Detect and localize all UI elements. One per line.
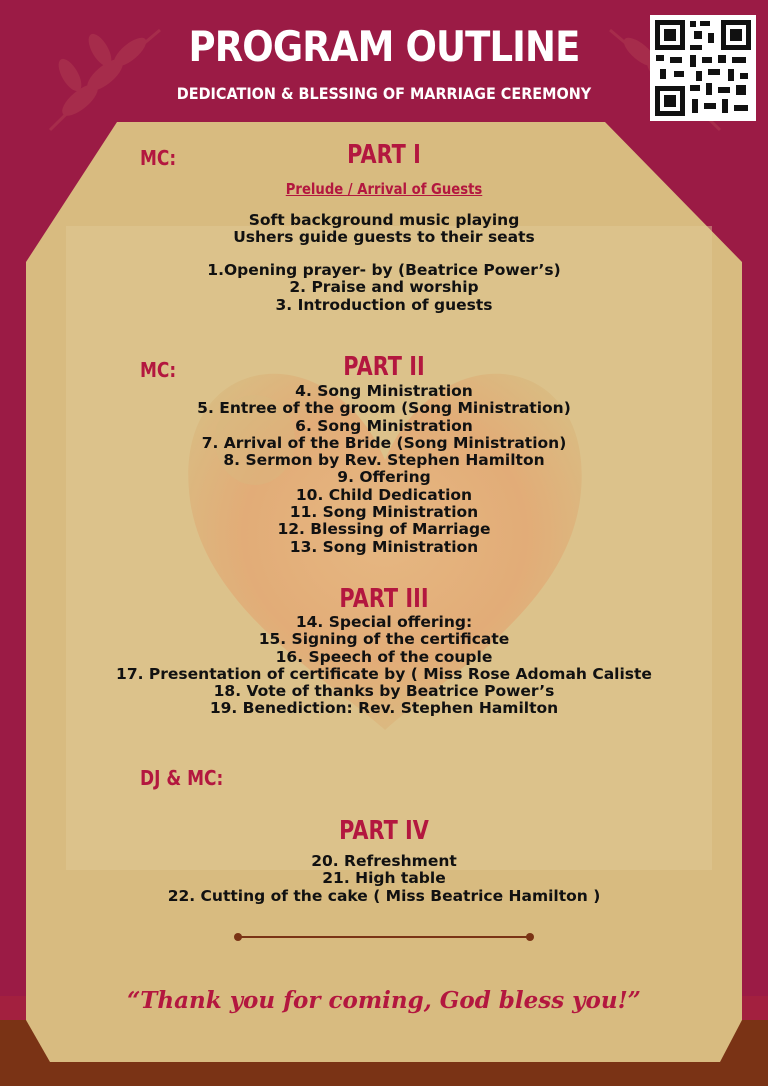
list-item: 2. Praise and worship xyxy=(289,278,479,297)
list-item: 9. Offering xyxy=(337,468,431,487)
thank-you-message: “Thank you for coming, God bless you!” xyxy=(127,987,641,1014)
part-title: PART IV xyxy=(339,816,429,846)
part-subtitle: Prelude / Arrival of Guests xyxy=(285,180,483,198)
list-item: 19. Benediction: Rev. Stephen Hamilton xyxy=(209,699,559,718)
list-item: 8. Sermon by Rev. Stephen Hamilton xyxy=(223,451,545,470)
program-list xyxy=(0,383,768,556)
list-item: 18. Vote of thanks by Beatrice Power’s xyxy=(213,682,555,701)
program-list xyxy=(0,853,768,905)
page-title: PROGRAM OUTLINE xyxy=(188,22,580,71)
list-item: 22. Cutting of the cake ( Miss Beatrice Hamilton ) xyxy=(167,886,601,905)
list-item: 5. Entree of the groom (Song Ministration) xyxy=(197,399,571,418)
intro-list xyxy=(0,212,768,247)
list-item: 4. Song Ministration xyxy=(295,382,473,400)
list-item: 3. Introduction of guests xyxy=(275,295,493,314)
part-title: PART III xyxy=(339,584,429,614)
list-item: Ushers guide guests to their seats xyxy=(233,228,535,247)
program-list xyxy=(0,614,768,718)
page-subtitle: DEDICATION & BLESSING OF MARRIAGE CEREMONY xyxy=(176,84,592,103)
mc-label: MC: xyxy=(140,146,177,170)
divider-line xyxy=(232,930,536,944)
list-item: 21. High table xyxy=(322,869,446,888)
part-title: PART I xyxy=(347,140,421,170)
mc-label: MC: xyxy=(140,358,177,382)
list-item: 16. Speech of the couple xyxy=(275,647,493,666)
list-item: 14. Special offering: xyxy=(295,613,473,631)
list-item: 6. Song Ministration xyxy=(295,416,473,435)
list-item: 10. Child Dedication xyxy=(295,485,473,504)
part-title: PART II xyxy=(343,352,425,382)
list-item: 11. Song Ministration xyxy=(289,503,479,522)
list-item: 20. Refreshment xyxy=(311,852,457,870)
list-item: 17. Presentation of certificate by ( Miss Rose Adomah Caliste xyxy=(116,664,652,683)
dj-mc-label: DJ & MC: xyxy=(140,766,224,790)
list-item: 12. Blessing of Marriage xyxy=(277,520,491,539)
program-list xyxy=(0,262,768,314)
list-item: 15. Signing of the certificate xyxy=(258,630,510,649)
list-item: 7. Arrival of the Bride (Song Ministration) xyxy=(201,433,567,452)
list-item: 1.Opening prayer- by (Beatrice Power’s) xyxy=(207,261,561,279)
list-item: 13. Song Ministration xyxy=(289,537,479,556)
list-item: Soft background music playing xyxy=(248,211,520,229)
